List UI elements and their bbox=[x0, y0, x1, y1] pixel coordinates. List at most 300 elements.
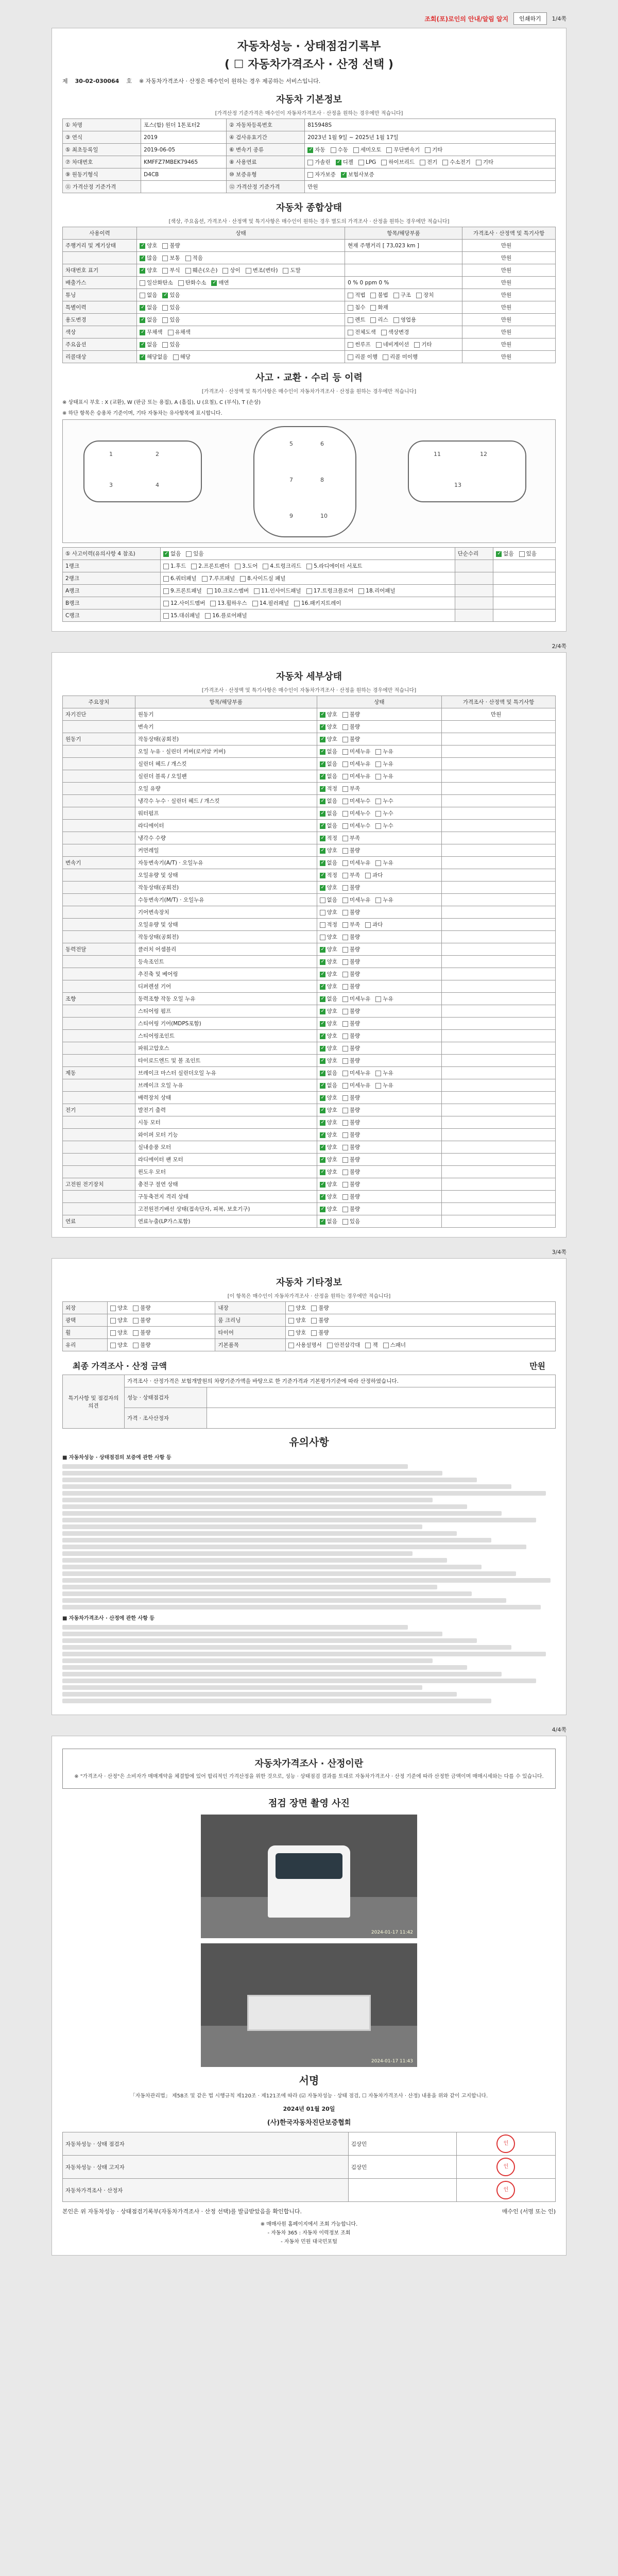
checkbox[interactable] bbox=[375, 774, 381, 779]
field-value: 가솔린✓ 디젤 LPG 하이브리드 전기 수소전기 기타 bbox=[305, 156, 556, 168]
row-status: ✓ 무채색 유채색 bbox=[137, 326, 345, 338]
checkbox[interactable] bbox=[205, 613, 211, 619]
checkbox[interactable] bbox=[375, 1083, 381, 1089]
checkbox[interactable] bbox=[320, 761, 325, 767]
checkbox[interactable] bbox=[140, 268, 145, 274]
checkbox[interactable] bbox=[342, 1132, 348, 1138]
checkbox[interactable] bbox=[375, 811, 381, 817]
checkbox[interactable] bbox=[306, 588, 312, 594]
checkbox[interactable] bbox=[307, 147, 313, 153]
field-label: ① 차명 bbox=[63, 119, 141, 131]
checkbox[interactable] bbox=[342, 1182, 348, 1188]
table-row bbox=[63, 1141, 556, 1154]
device-item: 배력장치 상태 bbox=[135, 1092, 317, 1104]
table-row bbox=[63, 869, 556, 882]
checkbox[interactable] bbox=[320, 860, 325, 866]
checkbox[interactable] bbox=[342, 1058, 348, 1064]
checkbox[interactable] bbox=[320, 823, 325, 829]
checkbox[interactable] bbox=[185, 268, 191, 274]
page-2 bbox=[52, 652, 566, 1238]
device-price bbox=[442, 758, 556, 770]
checkbox[interactable] bbox=[140, 293, 145, 298]
text-line bbox=[62, 1524, 422, 1529]
checkbox[interactable] bbox=[178, 280, 184, 286]
checkbox[interactable] bbox=[191, 564, 197, 569]
print-button[interactable]: 인쇄하기 bbox=[513, 12, 547, 25]
checkbox[interactable] bbox=[342, 1071, 348, 1076]
device-price bbox=[442, 832, 556, 844]
checkbox[interactable] bbox=[342, 1046, 348, 1052]
checkbox[interactable] bbox=[342, 947, 348, 953]
device-price bbox=[442, 882, 556, 894]
checkbox[interactable] bbox=[110, 1343, 116, 1348]
checkbox[interactable] bbox=[162, 268, 168, 274]
checkbox[interactable] bbox=[320, 1058, 325, 1064]
checkbox[interactable] bbox=[210, 601, 216, 606]
checkbox[interactable] bbox=[320, 1170, 325, 1175]
seal-stamp: 인 bbox=[496, 2158, 515, 2176]
row-status: 일산화탄소 탄화수소✓ 매연 bbox=[137, 277, 345, 289]
field-label: ② 자동차등록번호 bbox=[227, 119, 305, 131]
checkbox[interactable] bbox=[163, 588, 169, 594]
checkbox[interactable] bbox=[320, 786, 325, 792]
checkbox[interactable] bbox=[320, 724, 325, 730]
checkbox[interactable] bbox=[348, 293, 353, 298]
checkbox[interactable] bbox=[235, 564, 241, 569]
device-price bbox=[442, 1129, 556, 1141]
car-part-number: 7 bbox=[289, 477, 293, 483]
row-status: 없음✓ 있음 bbox=[137, 289, 345, 301]
table-row bbox=[63, 882, 556, 894]
checkbox[interactable] bbox=[254, 588, 260, 594]
item-label: 타이어 bbox=[215, 1327, 286, 1339]
checkbox[interactable] bbox=[320, 1194, 325, 1200]
checkbox[interactable] bbox=[222, 268, 228, 274]
field-value: D4CB bbox=[141, 168, 227, 181]
checkbox[interactable] bbox=[342, 1157, 348, 1163]
field-label: ⑩ 보증유형 bbox=[227, 168, 305, 181]
accident-title: 사고 · 교환 · 수리 등 이력 bbox=[255, 372, 363, 383]
final-note: 가격조사 · 산정가격은 보험개발원의 차량기준가액을 바탕으로 한 기준가격과 기본평가기준에 따라 산정하였습니다. bbox=[125, 1375, 556, 1387]
item-status: 양호 불량 bbox=[107, 1339, 215, 1351]
checkbox[interactable] bbox=[342, 873, 348, 878]
checkbox[interactable] bbox=[140, 243, 145, 249]
checkbox[interactable] bbox=[163, 613, 169, 619]
checkbox[interactable] bbox=[342, 799, 348, 804]
checkbox[interactable] bbox=[342, 1170, 348, 1175]
checkbox[interactable] bbox=[375, 749, 381, 755]
checkbox[interactable] bbox=[342, 848, 348, 854]
checkbox[interactable] bbox=[140, 354, 145, 360]
checkbox[interactable] bbox=[140, 280, 145, 286]
checkbox[interactable] bbox=[162, 243, 168, 249]
checkbox[interactable] bbox=[320, 1120, 325, 1126]
checkbox[interactable] bbox=[320, 1132, 325, 1138]
checkbox[interactable] bbox=[342, 984, 348, 990]
text-line bbox=[62, 1658, 433, 1663]
checkbox[interactable] bbox=[320, 1021, 325, 1027]
checkbox[interactable] bbox=[358, 588, 364, 594]
photo-timestamp-1: 2024-01-17 11:42 bbox=[371, 1930, 413, 1935]
table-row bbox=[63, 1018, 556, 1030]
checkbox[interactable] bbox=[414, 342, 420, 348]
checkbox[interactable] bbox=[342, 1021, 348, 1027]
checkbox[interactable] bbox=[320, 799, 325, 804]
device-status: ✓ 적정 부족 bbox=[317, 783, 442, 795]
checkbox[interactable] bbox=[476, 160, 482, 165]
notice-link[interactable]: 조회(포)로인의 안내/알림 알지 bbox=[424, 15, 509, 23]
checkbox[interactable] bbox=[342, 935, 348, 940]
checkbox[interactable] bbox=[252, 601, 258, 606]
checkbox[interactable] bbox=[320, 712, 325, 718]
checkbox[interactable] bbox=[320, 749, 325, 755]
row-label: 튜닝 bbox=[63, 289, 137, 301]
checkbox[interactable] bbox=[342, 1108, 348, 1113]
field-value: KMFFZ7MBEK79465 bbox=[141, 156, 227, 168]
device-group: 변속기 bbox=[63, 857, 135, 869]
checkbox[interactable] bbox=[140, 342, 145, 348]
table-row bbox=[63, 326, 556, 338]
checkbox[interactable] bbox=[283, 268, 288, 274]
checkbox[interactable] bbox=[320, 897, 325, 903]
checkbox[interactable] bbox=[342, 724, 348, 730]
checkbox[interactable] bbox=[342, 972, 348, 977]
checkbox[interactable] bbox=[320, 774, 325, 779]
accident-row bbox=[63, 572, 556, 585]
checkbox[interactable] bbox=[320, 836, 325, 841]
checkbox[interactable] bbox=[348, 317, 353, 323]
inspection-photo-front bbox=[201, 1815, 417, 1938]
reg-note: ※ 자동차가격조사 · 산정은 매수인이 원하는 경우 제공하는 서비스입니다. bbox=[139, 78, 321, 84]
text-line bbox=[62, 1464, 408, 1469]
checkbox[interactable] bbox=[331, 147, 336, 153]
row-detail: 현재 주행거리 [ 73,023 km ] bbox=[345, 240, 462, 252]
checkbox[interactable] bbox=[140, 317, 145, 323]
table-row bbox=[63, 770, 556, 783]
signer-row bbox=[63, 2179, 556, 2202]
checkbox[interactable] bbox=[342, 712, 348, 718]
checkbox[interactable] bbox=[342, 959, 348, 965]
checkbox[interactable] bbox=[162, 305, 168, 311]
checkbox[interactable] bbox=[386, 147, 392, 153]
checkbox[interactable] bbox=[133, 1330, 139, 1336]
checkbox[interactable] bbox=[288, 1343, 294, 1348]
checkbox[interactable] bbox=[342, 823, 348, 829]
checkbox[interactable] bbox=[163, 564, 169, 569]
checkbox[interactable] bbox=[320, 737, 325, 742]
checkbox[interactable] bbox=[327, 1343, 333, 1348]
checkbox[interactable] bbox=[342, 996, 348, 1002]
row-price: 만원 bbox=[462, 301, 556, 314]
device-status: ✓ 양호 불량 bbox=[317, 1141, 442, 1154]
checkbox[interactable] bbox=[375, 996, 381, 1002]
checkbox[interactable] bbox=[320, 996, 325, 1002]
checkbox[interactable] bbox=[320, 873, 325, 878]
checkbox[interactable] bbox=[365, 873, 371, 878]
footer-link[interactable]: ※ 매매사원 홈페이지에서 조회 가능합니다. bbox=[260, 2222, 358, 2227]
page-4 bbox=[52, 1736, 566, 2256]
checkbox[interactable] bbox=[320, 1145, 325, 1150]
device-group bbox=[63, 844, 135, 857]
checkbox[interactable] bbox=[342, 910, 348, 916]
checkbox[interactable] bbox=[375, 823, 381, 829]
checkbox[interactable] bbox=[185, 256, 191, 261]
checkbox[interactable] bbox=[342, 885, 348, 891]
checkbox[interactable] bbox=[442, 160, 448, 165]
checkbox[interactable] bbox=[320, 935, 325, 940]
checkbox[interactable] bbox=[110, 1318, 116, 1324]
checkbox[interactable] bbox=[311, 1306, 317, 1311]
device-group bbox=[63, 968, 135, 980]
checkbox[interactable] bbox=[320, 922, 325, 928]
checkbox[interactable] bbox=[416, 293, 422, 298]
checkbox[interactable] bbox=[320, 885, 325, 891]
table-row bbox=[63, 783, 556, 795]
checkbox[interactable] bbox=[162, 342, 168, 348]
checkbox[interactable] bbox=[381, 160, 387, 165]
checkbox[interactable] bbox=[162, 256, 168, 261]
checkbox[interactable] bbox=[342, 1145, 348, 1150]
checkbox[interactable] bbox=[365, 922, 371, 928]
accident-value bbox=[493, 597, 556, 609]
checkbox[interactable] bbox=[358, 160, 364, 165]
checkbox[interactable] bbox=[381, 330, 387, 335]
checkbox[interactable] bbox=[342, 922, 348, 928]
checkbox[interactable] bbox=[342, 1033, 348, 1039]
checkbox[interactable] bbox=[320, 984, 325, 990]
accident-label bbox=[455, 560, 493, 572]
checkbox[interactable] bbox=[370, 305, 376, 311]
checkbox[interactable] bbox=[320, 1207, 325, 1212]
device-item: 충전구 절연 상태 bbox=[135, 1178, 317, 1191]
checkbox[interactable] bbox=[162, 317, 168, 323]
checkbox[interactable] bbox=[186, 551, 192, 557]
device-status: ✓ 적정 부족 bbox=[317, 832, 442, 844]
checkbox[interactable] bbox=[342, 1219, 348, 1225]
checkbox[interactable] bbox=[320, 972, 325, 977]
checkbox[interactable] bbox=[375, 860, 381, 866]
device-price bbox=[442, 807, 556, 820]
checkbox[interactable] bbox=[375, 1071, 381, 1076]
checkbox[interactable] bbox=[110, 1306, 116, 1311]
seal-stamp: 인 bbox=[496, 2181, 515, 2199]
checkbox[interactable] bbox=[342, 836, 348, 841]
table-row bbox=[63, 1092, 556, 1104]
checkbox[interactable] bbox=[207, 588, 213, 594]
checkbox[interactable] bbox=[202, 576, 208, 582]
checkbox[interactable] bbox=[365, 1343, 371, 1348]
checkbox[interactable] bbox=[163, 601, 169, 606]
checkbox[interactable] bbox=[496, 551, 502, 557]
checkbox[interactable] bbox=[375, 799, 381, 804]
device-item: 냉각수 수량 bbox=[135, 832, 317, 844]
accident-note: [가격조사 · 산정액 및 특기사항은 매수인이 자동차가격조사 · 산정을 원하는 경우에만 적습니다] bbox=[201, 389, 417, 395]
checkbox[interactable] bbox=[342, 1009, 348, 1014]
row-price: 만원 bbox=[462, 277, 556, 289]
footer-link[interactable]: - 자동차 민원 대국민포털 bbox=[281, 2239, 337, 2245]
checkbox[interactable] bbox=[342, 897, 348, 903]
checkbox[interactable] bbox=[342, 786, 348, 792]
legend-line-1: ※ 상태표시 부호 : X (교환), W (판금 또는 용접), A (흠집), U (요철), C (부식), T (손상) bbox=[62, 400, 261, 405]
checkbox[interactable] bbox=[240, 576, 246, 582]
checkbox[interactable] bbox=[288, 1318, 294, 1324]
checkbox[interactable] bbox=[211, 280, 217, 286]
device-group bbox=[63, 882, 135, 894]
checkbox[interactable] bbox=[246, 268, 251, 274]
checkbox[interactable] bbox=[342, 1120, 348, 1126]
column-header: 가격조사 · 산정액 및 특기사항 bbox=[462, 227, 556, 240]
row-status: ✓많음 보통 적음 bbox=[137, 252, 345, 264]
row-status: ✓ 없음 있음 bbox=[137, 338, 345, 351]
checkbox[interactable] bbox=[140, 330, 145, 335]
checkbox[interactable] bbox=[133, 1343, 139, 1348]
device-status: ✓ 양호 불량 bbox=[317, 1178, 442, 1191]
device-group bbox=[63, 1030, 135, 1042]
checkbox[interactable] bbox=[163, 551, 169, 557]
checkbox[interactable] bbox=[342, 749, 348, 755]
checkbox[interactable] bbox=[162, 293, 168, 298]
checkbox[interactable] bbox=[110, 1330, 116, 1336]
checkbox[interactable] bbox=[311, 1318, 317, 1324]
checkbox[interactable] bbox=[353, 147, 359, 153]
checkbox[interactable] bbox=[342, 1083, 348, 1089]
checkbox[interactable] bbox=[173, 354, 179, 360]
checkbox[interactable] bbox=[306, 564, 312, 569]
checkbox[interactable] bbox=[320, 1182, 325, 1188]
checkbox[interactable] bbox=[342, 860, 348, 866]
checkbox[interactable] bbox=[263, 564, 268, 569]
row-status: ✓ 양호 부식 훼손(오손) 상이 변조(변타) 도말 bbox=[137, 264, 345, 277]
checkbox[interactable] bbox=[307, 160, 313, 165]
checkbox[interactable] bbox=[133, 1306, 139, 1311]
checkbox[interactable] bbox=[320, 1157, 325, 1163]
final-price-unit: 만원 bbox=[529, 1361, 545, 1371]
row-price: 만원 bbox=[462, 289, 556, 301]
checkbox[interactable] bbox=[342, 1095, 348, 1101]
checkbox[interactable] bbox=[375, 761, 381, 767]
checkbox[interactable] bbox=[348, 305, 353, 311]
footer-link[interactable]: - 자동차 365 : 자동차 이력정보 조회 bbox=[267, 2230, 351, 2236]
checkbox[interactable] bbox=[320, 1046, 325, 1052]
checkbox[interactable] bbox=[320, 1083, 325, 1089]
checkbox[interactable] bbox=[383, 354, 388, 360]
receipt-text: 본인은 위 자동차성능 · 상태점검기록부(자동차가격조사 · 산정 선택)를 발급받았음을 확인합니다. bbox=[62, 2208, 302, 2215]
table-row bbox=[63, 1055, 556, 1067]
device-group bbox=[63, 795, 135, 807]
accident-rank: C랭크 bbox=[63, 609, 161, 622]
checkbox[interactable] bbox=[336, 160, 341, 165]
item-label: 내장 bbox=[215, 1302, 286, 1314]
checkbox[interactable] bbox=[341, 172, 347, 178]
device-status: 양호 불량 bbox=[317, 906, 442, 919]
checkbox[interactable] bbox=[288, 1330, 294, 1336]
checkbox[interactable] bbox=[320, 1009, 325, 1014]
other-info-title: 자동차 기타정보 bbox=[276, 1277, 342, 1288]
checkbox[interactable] bbox=[342, 774, 348, 779]
device-status: ✓ 양호 불량 bbox=[317, 721, 442, 733]
device-status: ✓ 없음 미세누유 누유 bbox=[317, 1079, 442, 1092]
sign-text: 「자동차관리법」 제58조 및 같은 법 시행규칙 제120조 · 제121조에 따라 (☑ 자동차성능 · 상태 점검, ☐ 자동차가격조사 · 산정) 내용을 위와 같이 고지합니다. bbox=[130, 2093, 488, 2099]
row-label: 리콜대상 bbox=[63, 351, 137, 363]
device-price bbox=[442, 1141, 556, 1154]
checkbox[interactable] bbox=[320, 1095, 325, 1101]
checkbox[interactable] bbox=[320, 959, 325, 965]
checkbox[interactable] bbox=[320, 1108, 325, 1113]
checkbox[interactable] bbox=[320, 1219, 325, 1225]
device-price bbox=[442, 1055, 556, 1067]
checkbox[interactable] bbox=[320, 1033, 325, 1039]
checkbox[interactable] bbox=[163, 576, 169, 582]
checkbox[interactable] bbox=[348, 330, 353, 335]
checkbox[interactable] bbox=[320, 947, 325, 953]
checkbox[interactable] bbox=[375, 897, 381, 903]
table-row bbox=[63, 906, 556, 919]
device-group bbox=[63, 1042, 135, 1055]
checkbox[interactable] bbox=[140, 256, 145, 261]
checkbox[interactable] bbox=[348, 342, 353, 348]
checkbox[interactable] bbox=[393, 293, 399, 298]
checkbox[interactable] bbox=[140, 305, 145, 311]
car-right-side bbox=[408, 440, 526, 502]
car-part-number: 13 bbox=[454, 482, 461, 488]
accident-value bbox=[493, 572, 556, 585]
checkbox[interactable] bbox=[420, 160, 425, 165]
checkbox[interactable] bbox=[133, 1318, 139, 1324]
row-detail: 0 % 0 ppm 0 % bbox=[345, 277, 462, 289]
table-row bbox=[63, 1079, 556, 1092]
checkbox[interactable] bbox=[342, 761, 348, 767]
device-group: 고전원 전기장치 bbox=[63, 1178, 135, 1191]
checkbox[interactable] bbox=[342, 1194, 348, 1200]
page-indicator: 1/4쪽 bbox=[552, 15, 566, 22]
checkbox[interactable] bbox=[393, 317, 399, 323]
checkbox[interactable] bbox=[376, 342, 382, 348]
device-status: ✓ 양호 불량 bbox=[317, 1191, 442, 1203]
checkbox[interactable] bbox=[342, 811, 348, 817]
basic-info-row bbox=[63, 131, 556, 144]
row-detail: 리콜 이행 리콜 미이행 bbox=[345, 351, 462, 363]
checkbox[interactable] bbox=[519, 551, 525, 557]
checkbox[interactable] bbox=[383, 1343, 389, 1348]
checkbox[interactable] bbox=[348, 354, 353, 360]
top-toolbar bbox=[52, 12, 566, 25]
checkbox[interactable] bbox=[342, 737, 348, 742]
checkbox[interactable] bbox=[320, 848, 325, 854]
device-status: 적정 부족 과다 bbox=[317, 919, 442, 931]
device-item: 자동변속기(A/T) · 오일누유 bbox=[135, 857, 317, 869]
checkbox[interactable] bbox=[288, 1306, 294, 1311]
device-group bbox=[63, 906, 135, 919]
checkbox[interactable] bbox=[307, 172, 313, 178]
device-group: 동력전달 bbox=[63, 943, 135, 956]
checkbox[interactable] bbox=[370, 293, 376, 298]
checkbox[interactable] bbox=[311, 1330, 317, 1336]
checkbox[interactable] bbox=[425, 147, 431, 153]
checkbox[interactable] bbox=[342, 1207, 348, 1212]
row-price: 만원 bbox=[462, 314, 556, 326]
checkbox[interactable] bbox=[320, 1071, 325, 1076]
device-status: ✓ 없음 미세누수 누수 bbox=[317, 820, 442, 832]
device-price bbox=[442, 894, 556, 906]
checkbox[interactable] bbox=[168, 330, 174, 335]
checkbox[interactable] bbox=[320, 811, 325, 817]
checkbox[interactable] bbox=[294, 601, 300, 606]
checkbox[interactable] bbox=[320, 910, 325, 916]
device-item: 타이로드엔드 및 볼 조인트 bbox=[135, 1055, 317, 1067]
checkbox[interactable] bbox=[370, 317, 376, 323]
accident-rank: B랭크 bbox=[63, 597, 161, 609]
device-status: ✓ 양호 불량 bbox=[317, 943, 442, 956]
